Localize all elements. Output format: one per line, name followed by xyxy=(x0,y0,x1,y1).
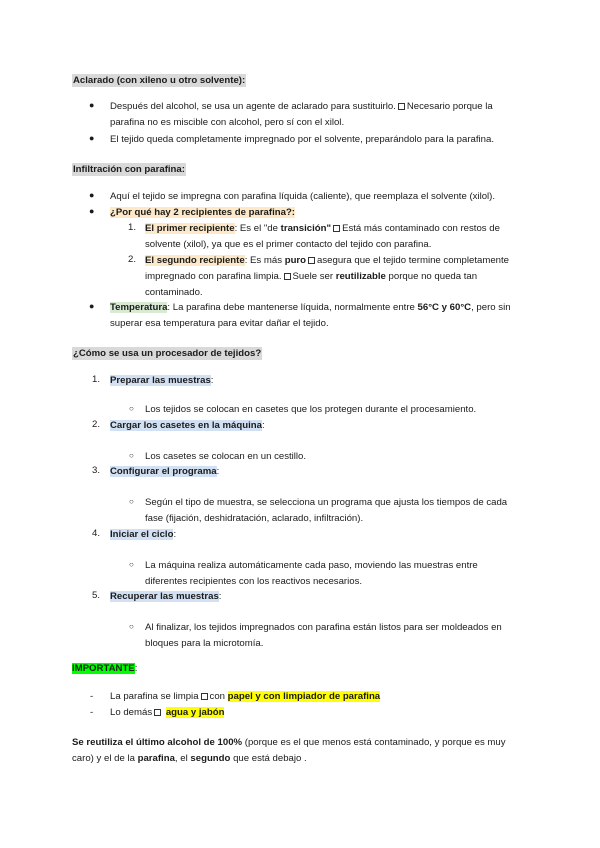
dash-bullet: - xyxy=(90,691,94,702)
list-number: 1. xyxy=(128,222,137,233)
circle-bullet-icon: ○ xyxy=(129,451,134,460)
dash-bullet: - xyxy=(90,707,94,718)
step-detail: Al finalizar, los tejidos impregnados con parafina están listos para ser moldeados en xyxy=(145,622,502,633)
step-number: 5. xyxy=(92,590,101,601)
importante-item-1: La parafina se limpia con papel y con limpiador de parafina xyxy=(110,691,381,702)
circle-bullet-icon: ○ xyxy=(129,622,134,631)
step-title: Configurar el programa: xyxy=(110,466,220,477)
circle-bullet-icon: ○ xyxy=(129,560,134,569)
sub-item-segundo-recipiente-cont: impregnado con parafina limpia. Suele ser reutilizable porque no queda tan xyxy=(145,271,478,282)
step-detail-cont: diferentes recipientes con los reactivos necesarios. xyxy=(145,576,363,587)
missing-glyph-icon xyxy=(284,273,291,280)
infiltracion-bullet-temperatura-cont: superar esa temperatura para evitar dañar el tejido. xyxy=(110,318,329,329)
sub-item-primer-recipiente-cont: solvente (xilol), ya que es el primer contacto del tejido con parafina. xyxy=(145,239,432,250)
heading-procesador: ¿Cómo se usa un procesador de tejidos? xyxy=(73,348,262,359)
step-detail: La máquina realiza automáticamente cada paso, moviendo las muestras entre xyxy=(145,560,478,571)
step-title: Preparar las muestras: xyxy=(110,375,214,386)
step-number: 3. xyxy=(92,465,101,476)
step-title: Recuperar las muestras: xyxy=(110,591,222,602)
step-number: 1. xyxy=(92,374,101,385)
sub-item-segundo-recipiente: El segundo recipiente: Es más puro asegura que el tejido termine completamente xyxy=(145,255,510,266)
heading-importante: IMPORTANTE: xyxy=(72,663,138,674)
sub-item-primer-recipiente: El primer recipiente: Es el "de transición" Está más contaminado con restos de xyxy=(145,223,500,234)
missing-glyph-icon xyxy=(308,257,315,264)
missing-glyph-icon xyxy=(201,693,208,700)
infiltracion-bullet-temperatura: Temperatura: La parafina debe mantenerse líquida, normalmente entre 56°C y 60°C, pero sin xyxy=(110,302,511,313)
step-title: Cargar los casetes en la máquina: xyxy=(110,420,265,431)
step-title: Iniciar el ciclo: xyxy=(110,529,177,540)
step-detail-cont: fase (fijación, deshidratación, aclarado, infiltración). xyxy=(145,513,364,524)
step-detail: Los casetes se colocan en un cestillo. xyxy=(145,451,307,462)
bullet-icon: ● xyxy=(89,206,95,216)
sub-item-segundo-recipiente-cont2: contaminado. xyxy=(145,287,203,298)
circle-bullet-icon: ○ xyxy=(129,497,134,506)
missing-glyph-icon xyxy=(333,225,340,232)
final-paragraph-line-2: caro) y el de la parafina, el segundo que está debajo . xyxy=(72,753,307,764)
step-number: 4. xyxy=(92,528,101,539)
aclarado-bullet-1-cont: parafina no es miscible con alcohol, pero sí con el xilol. xyxy=(110,117,345,128)
infiltracion-bullet-1: Aquí el tejido se impregna con parafina líquida (caliente), que reemplaza el solvente (xilol). xyxy=(110,191,496,202)
final-paragraph-line-1: Se reutiliza el último alcohol de 100% (porque es el que menos está contaminado, y porque es muy xyxy=(72,737,506,748)
bullet-icon: ● xyxy=(89,301,95,311)
aclarado-bullet-2: El tejido queda completamente impregnado por el solvente, preparándolo para la parafina. xyxy=(110,134,494,145)
bullet-icon: ● xyxy=(89,100,95,110)
step-detail-cont: bloques para la microtomía. xyxy=(145,638,264,649)
list-number: 2. xyxy=(128,254,137,265)
bullet-icon: ● xyxy=(89,133,95,143)
heading-infiltracion: Infiltración con parafina: xyxy=(73,164,185,175)
step-detail: Según el tipo de muestra, se selecciona un programa que ajusta los tiempos de cada xyxy=(145,497,508,508)
step-detail: Los tejidos se colocan en casetes que los protegen durante el procesamiento. xyxy=(145,404,477,415)
missing-glyph-icon xyxy=(398,103,405,110)
importante-item-2: Lo demás agua y jabón xyxy=(110,707,225,718)
infiltracion-bullet-2: ¿Por qué hay 2 recipientes de parafina?: xyxy=(110,207,295,218)
heading-aclarado: Aclarado (con xileno u otro solvente): xyxy=(73,75,246,86)
circle-bullet-icon: ○ xyxy=(129,404,134,413)
step-number: 2. xyxy=(92,419,101,430)
missing-glyph-icon xyxy=(154,709,161,716)
aclarado-bullet-1: Después del alcohol, se usa un agente de aclarado para sustituirlo. Necesario porque la xyxy=(110,101,493,112)
bullet-icon: ● xyxy=(89,190,95,200)
